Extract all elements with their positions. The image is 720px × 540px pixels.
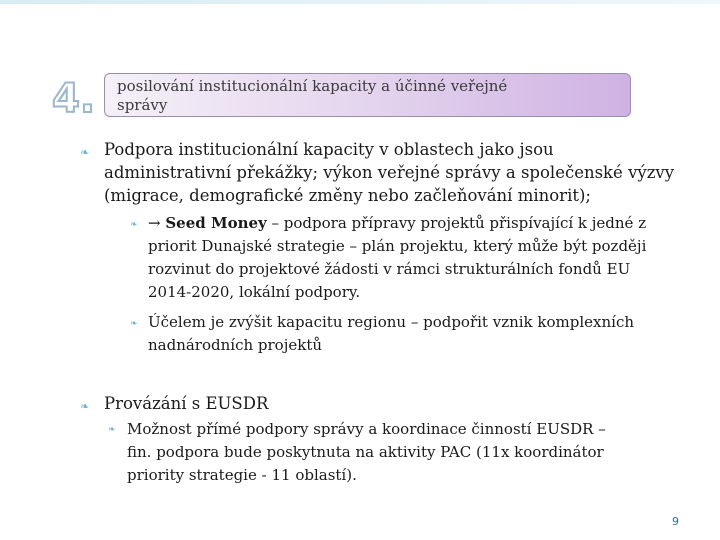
sub-bullet-line: priority strategie - 11 oblastí). — [127, 466, 357, 484]
sub-bullet-line: fin. podpora bude poskytnuta na aktivity PAC (11x koordinátor — [127, 443, 604, 461]
banner-title — [117, 77, 587, 115]
banner-title-line: správy — [117, 96, 168, 114]
sub-bullet-text — [127, 418, 707, 487]
arrow-prefix: → — [148, 214, 166, 232]
sub-bullet-text — [148, 212, 708, 304]
sub-bullet-line: 2014-2020, lokální podpory. — [148, 283, 361, 301]
sub-bullet-line — [148, 212, 708, 235]
sub-bullet-text — [148, 311, 708, 357]
slide-number-graphic: 4. — [52, 76, 96, 122]
title-banner — [104, 73, 631, 117]
bullet-line: Podpora institucionální kapacity v oblastech jako jsou — [104, 140, 554, 159]
bullet-text — [104, 392, 704, 415]
bullet-icon: ❧ — [80, 146, 90, 159]
banner-title-line: posilování institucionální kapacity a účinné veřejné — [117, 77, 508, 95]
sub-bullet-line: priorit Dunajské strategie – plán projektu, který může být později — [148, 237, 647, 255]
sub-bullet-line: rozvinut do projektové žádosti v rámci strukturálních fondů EU — [148, 260, 631, 278]
bullet-icon: ❧ — [130, 319, 138, 329]
bullet-icon: ❧ — [80, 400, 90, 413]
bullet-icon: ❧ — [108, 425, 116, 435]
bullet-line: (migrace, demografické změny nebo začleňování minorit); — [104, 186, 591, 205]
sub-bullet-line: Možnost přímé podpory správy a koordinace činností EUSDR – — [127, 420, 606, 438]
sub-bullet-line: nadnárodních projektů — [148, 336, 323, 354]
bullet-text — [104, 138, 704, 207]
page-number: 9 — [672, 515, 679, 528]
bullet-icon: ❧ — [130, 220, 138, 230]
top-decor-strip — [0, 0, 720, 4]
bullet-line: administrativní překážky; výkon veřejné správy a společenské výzvy — [104, 163, 675, 182]
sub-bullet-line: Účelem je zvýšit kapacitu regionu – podpořit vznik komplexních — [148, 313, 635, 331]
bullet-line: Provázání s EUSDR — [104, 394, 269, 413]
seed-money-term: Seed Money — [165, 214, 267, 232]
sub-bullet-line-rest: – podpora přípravy projektů přispívající k jedné z — [266, 214, 647, 232]
